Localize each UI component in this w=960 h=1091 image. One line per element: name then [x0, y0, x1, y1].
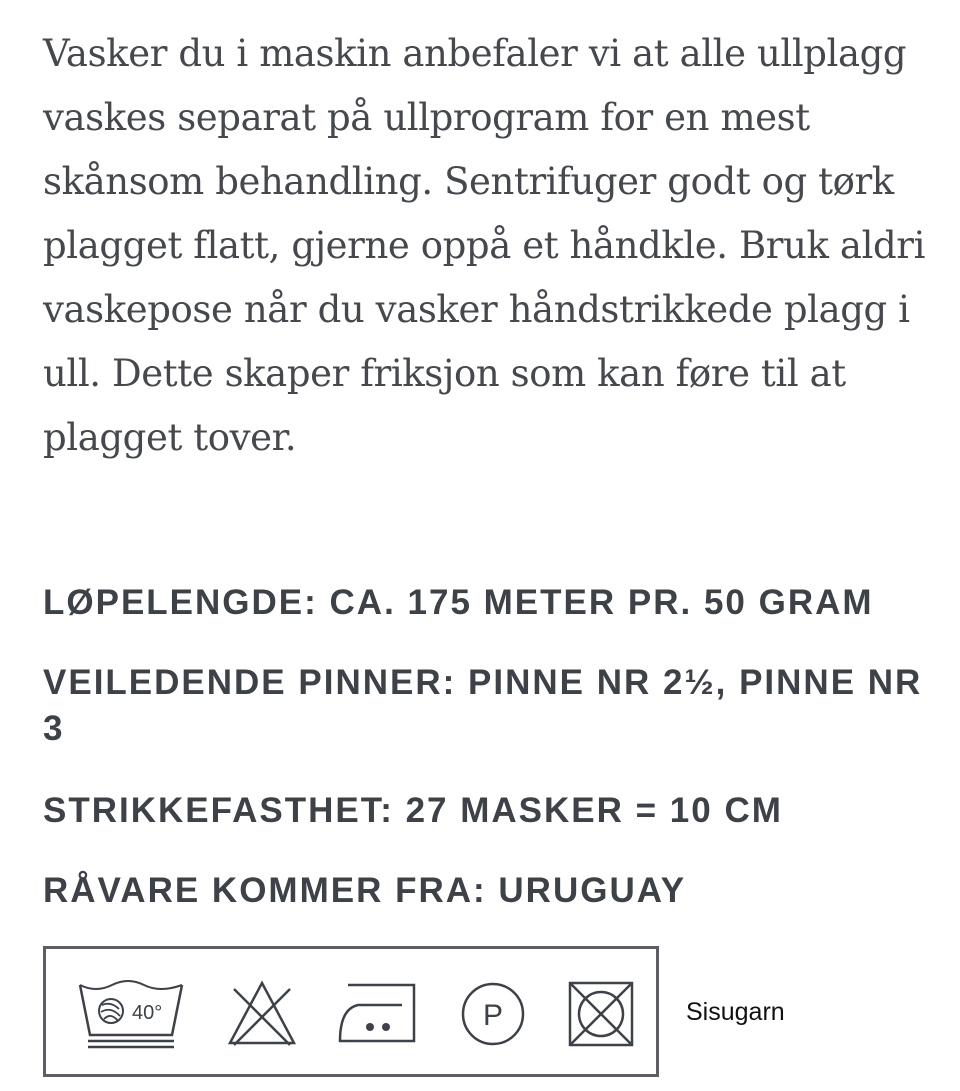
spec-label: STRIKKEFASTHET: — [43, 791, 394, 830]
spec-label: VEILEDENDE PINNER: — [43, 663, 457, 702]
care-description: Vasker du i maskin anbefaler vi at alle ullplagg vaskes separat på ullprogram for en mest skånsom behandling. Sentrifuger godt og tørk plagget flatt, gjerne oppå et håndkle. Bruk aldri vaskepose når du vasker håndstrikkede plagg i ull. Dette skaper friksjon som kan føre til at plagget tover. — [43, 32, 926, 459]
spec-value: CA. 175 METER PR. 50 GRAM — [329, 583, 874, 622]
dryclean-letter: P — [482, 999, 504, 1032]
wash-temp-label: 40° — [132, 1002, 163, 1024]
spec-value: PINNE NR 2½, PINNE NR 3 — [43, 663, 923, 748]
do-not-tumble-dry-icon — [566, 979, 636, 1049]
care-symbols-box — [43, 946, 659, 1077]
iron-two-dots-icon — [336, 979, 420, 1049]
spec-label: LØPELENGDE: — [43, 583, 318, 622]
spec-gauge — [43, 788, 923, 834]
spec-label: RÅVARE KOMMER FRA: — [43, 871, 487, 910]
brand-label: Sisugarn — [686, 998, 785, 1026]
spec-value: URUGUAY — [498, 871, 687, 910]
spec-yardage — [43, 580, 923, 626]
spec-origin — [43, 868, 923, 914]
spec-value: 27 MASKER = 10 CM — [405, 791, 783, 830]
wool-wash-40-icon — [76, 979, 188, 1049]
spec-needles — [43, 660, 923, 752]
do-not-bleach-icon — [226, 979, 298, 1049]
dry-clean-p-icon — [458, 979, 528, 1049]
